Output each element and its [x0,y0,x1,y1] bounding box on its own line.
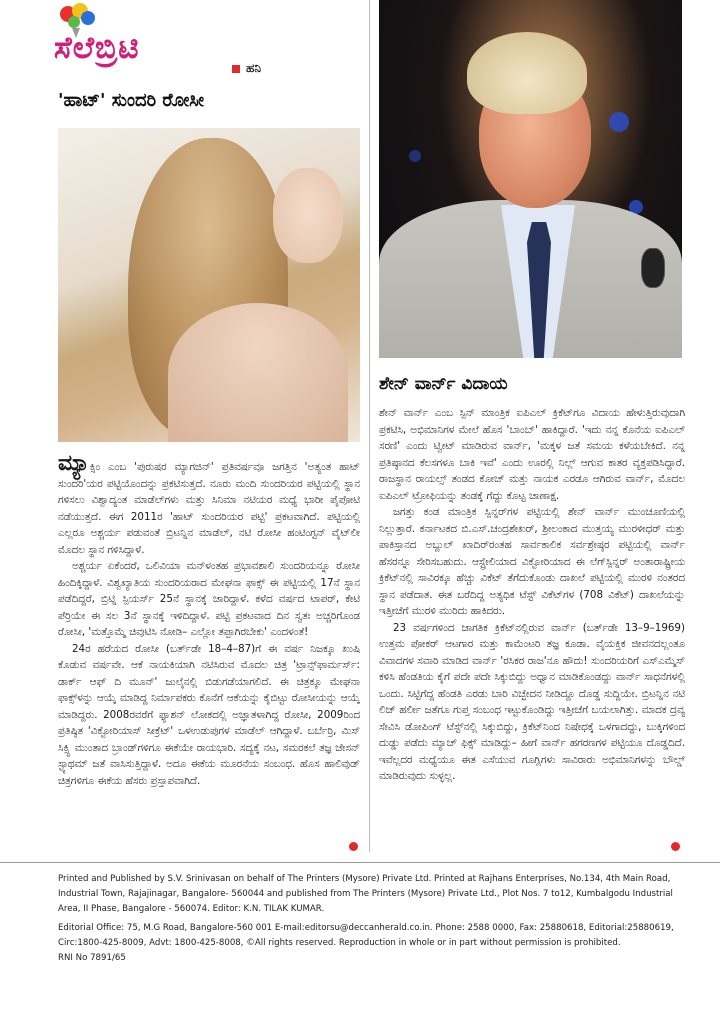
microphone-icon [641,248,665,288]
hair-shape [467,32,587,114]
imprint-footer [58,872,698,966]
magazine-logo: ಸೆಲೆಬ್ರಿಟಿ [54,30,140,66]
shoulder-shape [168,303,348,442]
left-paragraph-2: ಅಶ್ಚರ್ಯ ಏಕೆಂದರೆ, ಒಲಿವಿಯಾ ಮನ್‌ಳಂತಹ ಪ್ರಭಾವಶಾಲಿ ಸುಂದರಿಯನ್ನೂ ರೋಸೀ ಹಿಂದಿಕ್ಕಿದ್ದಾಳೆ. ವಿಶ್ವಖ್ಯಾತಿಯ ಸುಂದರಿಯರಾದ ಮೇಘನಾ ಫಾಕ್ಸ್ ಈ ಪಟ್ಟಿಯಲ್ಲಿ 17ನೆ ಸ್ಥಾನ ಪಡೆದಿದ್ದರೆ, ಬ್ರಿಟ್ನಿ ಸ್ಪಿಯರ್ಸ್ 25ನೆ ಸ್ಥಾನಕ್ಕೆ ಜಾರಿದ್ದಾಳೆ. ಕಳೆದ ವರ್ಷದ ಟಾಪರ್, ಕೇಟಿ ಪೆರ್ರಿಯೇ ಈ ಸಲ 3ನೆ ಸ್ಥಾನಕ್ಕೆ ಇಳಿದಿದ್ದಾಳೆ. ಪಟ್ಟಿ ಪ್ರಕಟವಾದ ದಿನ ಸ್ವತಃ ಅಚ್ಚರಿಗೊಂಡ ರೋಸೀ, 'ಮತ್ತೊಮ್ಮೆ ಚಿವುಟಿಸಿ ನೋಡಿ– ಎಲ್ಲೋ ತಪ್ಪಾಗಿರಬೇಕು' ಎಂದಳಂತೆ! [58,560,360,638]
left-headline: 'ಹಾಟ್' ಸುಂದರಿ ರೋಸೀ [58,90,205,111]
right-paragraph-1: ಶೇನ್ ವಾರ್ನ್ ಎಂಬ ಸ್ಪಿನ್ ಮಾಂತ್ರಿಕ ಐಪಿಎಲ್ ಕ್ರಿಕೆಟ್‌ಗೂ ವಿದಾಯ ಹೇಳುತ್ತಿರುವುದಾಗಿ ಪ್ರಕಟಿಸಿ, ಅಭಿಮಾನಿಗಳ ಮೇಲೆ ಹೊಸ 'ಬಾಂಬ್' ಹಾಕಿದ್ದಾರೆ. 'ಇದು ನನ್ನ ಕೊನೆಯ ಐಪಿಎಲ್ ಸರಣಿ' ಎಂದು ಟ್ವೀಟ್ ಮಾಡಿರುವ ವಾರ್ನ್, 'ಮಕ್ಕಳ ಜತೆ ಸಮಯ ಕಳೆಯಬೇಕಿದೆ. ನನ್ನ ಪ್ರತಿಷ್ಠಾನದ ಕೆಲಸಗಳೂ ಬಾಕಿ ಇವೆ' ಎಂದು ಊರಲ್ಲಿ ನಿಲ್ಲ್ ಆಗುವ ಕಾತರ ವ್ಯಕ್ತಪಡಿಸಿದ್ದಾರೆ. ರಾಜಸ್ಥಾನ ರಾಯಲ್ಸ್ ತಂಡದ ಕೋಚ್ ಮತ್ತು ನಾಯಕ ಎರಡೂ ಆಗಿರುವ ವಾರ್ನ್, ಮೊದಲ ಐಪಿಎಲ್ ಟ್ರೋಫಿಯನ್ನು ತಂಡಕ್ಕೆ ಗೆದ್ದು ಕೊಟ್ಟ ಚಾಣಾಕ್ಷ. [379,407,685,502]
footer-rule [0,862,720,863]
bokeh-light [409,150,421,162]
end-mark-icon [349,842,358,851]
portrait-photo-shane-warne [379,0,682,358]
left-paragraph-1: ಮ್ಯಾಕ್ಸಿಂ ಎಂಬ 'ಪುರುಷರ ಮ್ಯಾಗಜಿನ್' ಪ್ರತಿವರ್ಷವೂ ಜಗತ್ತಿನ 'ಅತ್ಯಂತ ಹಾಟ್ ಸುಂದರಿ'ಯರ ಪಟ್ಟಿಯೊಂದನ್ನು ಪ್ರಕಟಿಸುತ್ತದೆ. ನೂರು ಮಂದಿ ಸುಂದರಿಯರ ಪಟ್ಟಿಯಲ್ಲಿ ಸ್ಥಾನ ಗಳಿಸಲು ವಿಶ್ವಾದ್ಯಂತ ಮಾಡೆಲ್‌ಗಳು ಮತ್ತು ಸಿನಿಮಾ ನಟಿಯರ ಮಧ್ಯೆ ಭಾರೀ ಪೈಪೋಟಿ ನಡೆಯುತ್ತದೆ. ಈಗ 2011ರ 'ಹಾಟ್ ಸುಂದರಿಯರ ಪಟ್ಟಿ' ಪ್ರಕಟವಾಗಿದೆ. ಪಟ್ಟಿಯಲ್ಲಿ ಎಲ್ಲರೂ ಅಶ್ಚರ್ಯ ಪಡುವಂತೆ ಬ್ರಿಟನ್ನಿನ ಮಾಡೆಲ್, ನಟಿ ರೋಸೀ ಹಂಟಿಂಗ್ಟನ್ ವೈಟ್‌ಲೀ ಮೊದಲ ಸ್ಥಾನ ಗಳಿಸಿದ್ದಾಳೆ. [58,451,360,556]
portrait-photo-rosie [58,128,360,442]
imprint-line-2: Editorial Office: 75, M.G Road, Bangalore-560 001 E-mail:editorsu@deccanherald.co.in. Phone: 2588 0000, Fax: 25880618, Editorial:25880619, Circ:1800-425-8009, Advt: 1800-425-8008, ©All rights reserved. Reproduction in whole or in part without permission is prohibited. [58,923,674,948]
right-article-body [379,405,685,785]
section-label: ಹನಿ [246,61,261,75]
imprint-line-1: Printed and Published by S.V. Srinivasan on behalf of The Printers (Mysore) Private Ltd. Printed at Rajhans Enterprises, No.134, 4th Main Road, Industrial Town, Rajajinagar, Bangalore- 560044 and published from The Printers (Mysore) Private Ltd., Plot Nos. 7 to12, Kumbalgodu Industrial Area, II Phase, Bangalore - 560074. Editor: K.N. TILAK KUMAR. [58,874,673,914]
left-paragraph-3: 24ರ ಹರೆಯದ ರೋಸೀ (ಬರ್ತ್‌ಡೇ 18–4–87)ಗೆ ಈ ವರ್ಷ ನಿಜಕ್ಕೂ ಖುಷಿ ಕೊಡುವ ವರ್ಷವೇ. ಆಕೆ ನಾಯಕಿಯಾಗಿ ನಟಿಸಿರುವ ಮೊದಲ ಚಿತ್ರ 'ಟ್ರಾನ್ಸ್‌ಫಾರ್ಮರ್ಸ್: ಡಾರ್ಕ್ ಆಫ್ ದಿ ಮೂನ್' ಜುಲೈನಲ್ಲಿ ಬಿಡುಗಡೆಯಾಗಲಿದೆ. ಈ ಚಿತ್ರಕ್ಕೂ ಮೇಘನಾ ಫಾಕ್ಸ್‌ಳನ್ನು ಆಯ್ಕೆ ಮಾಡಿದ್ದ ನಿರ್ಮಾಪಕರು ಕೊನೆಗೆ ಆಕೆಯನ್ನು ಕೈಬಿಟ್ಟು ರೋಸೀಯನ್ನು ಆಯ್ಕೆ ಮಾಡಿದ್ದರು. 2008ರವರೆಗೆ ಫ್ಯಾಶನ್ ಲೋಕದಲ್ಲಿ ಅಜ್ಞಾತಳಾಗಿದ್ದ ರೋಸೀ, 2009ರಿಂದ ಪ್ರತಿಷ್ಠಿತ 'ವಿಕ್ಟೋರಿಯಾಸ್ ಸೀಕ್ರೆಟ್' ಒಳಉಡುಪುಗಳ ಮಾಡೆಲ್ ಆಗಿದ್ದಾಳೆ. ಬರ್ಬೆರ್ರಿ, ಮಿಸ್ ಸಿಕ್ಸ್ಟಿ ಮುಂತಾದ ಬ್ರಾಂಡ್‌ಗಳಿಗೂ ಈಕೆಯೇ ರಾಯಭಾರಿ. ಸದ್ಯಕ್ಕೆ ನಟ, ಸಮರಕಲೆ ತಜ್ಞ ಜೇಸನ್ ಸ್ಟ್ಯಾಥಮ್ ಜತೆ ವಾಸಿಸುತ್ತಿದ್ದಾಳೆ. ಅದೂ ಈಕೆಯ ಮೂರನೆಯ ಸಂಬಂಧ. ಹೊಸ ಹಾಲಿವುಡ್ ಚಿತ್ರಗಳಿಗೂ ಈಕೆಯ ಹೆಸರು ಪ್ರಸ್ತಾಪವಾಗಿದೆ. [58,642,360,787]
bokeh-light [609,112,629,132]
dropcap: ಮ್ಯಾ [58,451,90,476]
left-article-body [58,451,360,789]
right-paragraph-3: 23 ವರ್ಷಗಳಿಂದ ಜಾಗತಿಕ ಕ್ರಿಕೆಟ್‌ನಲ್ಲಿರುವ ವಾರ್ನ್ (ಬರ್ತ್‌ಡೇ 13–9–1969) ಉತ್ತಮ ಪೋಕರ್ ಆಟಗಾರ ಮತ್ತು ಕಾಮೆಂಟರಿ ತಜ್ಞ ಕೂಡಾ. ವೈಯಕ್ತಿಕ ಜೀವನದಲ್ಲಂತೂ ವಿವಾದಗಳ ಸವಾರಿ ಮಾಡಿದ ವಾರ್ನ್ 'ರಸಿಕರ ರಾಜ'ನೂ ಹೌದು! ಸುಂದರಿಯರಿಗೆ ಎಸ್‌ಎಮ್ಮೆಸ್ ಕಳಿಸಿ ಹೆಂಡತಿಯ ಕೈಗೆ ಪದೇ ಪದೇ ಸಿಕ್ಕುಬಿದ್ದು ಅಧ್ವಾನ ಮಾಡಿಕೊಂಡದ್ದು ವಾರ್ನ್ ಸಾಧನೆಗಳಲ್ಲಿ ಒಂದು. ಸಿಟ್ಟಿಗೆದ್ದ ಹೆಂಡತಿ ಎರಡು ಬಾರಿ ವಿಚ್ಛೇದನ ನೀಡಿದ್ದೂ ದೊಡ್ಡ ಸುದ್ದಿಯೇ. ಬ್ರಿಟನ್ನಿನ ನಟಿ ಲಿಜ್ ಹರ್ಲೀ ಜತೆಗೂ ಗುಪ್ತ ಸಂಬಂಧ ಇಟ್ಟುಕೊಂಡಿದ್ದು ಇತ್ತೀಚೆಗೆ ಬಯಲಾಗಿತ್ತು. ಮಾದಕ ದ್ರವ್ಯ ಸೇವಿಸಿ ಡೋಪಿಂಗ್ ಟೆಸ್ಟ್‌ನಲ್ಲಿ ಸಿಕ್ಕುಬಿದ್ದು, ಕ್ರಿಕೆಟ್‌ನಿಂದ ನಿಷೇಧಕ್ಕೆ ಒಳಗಾದದ್ದು, ಬುಕ್ಕಿಗಳಿಂದ ದುಡ್ಡು ಪಡೆದು ಮ್ಯಾಚ್ ಫಿಕ್ಸ್ ಮಾಡಿದ್ದು– ಹೀಗೆ ವಾರ್ನ್ ಹಗರಣಗಳ ಪಟ್ಟಿಯೂ ದೊಡ್ಡದಿದೆ. ಇವೆಲ್ಲದರ ಮಧ್ಯೆಯೂ ಈತ ಎಸೆಯುವ ಗೂಗ್ಲಿಗಳು ಸಾವಿರಾರು ಅಭಿಮಾನಿಗಳನ್ನು ಬೌಲ್ಡ್ ಮಾಡಿರುವುದು ಸುಳ್ಳಲ್ಲ. [379,621,685,782]
face-shape [273,168,343,263]
red-square-icon [232,65,240,73]
right-headline: ಶೇನ್ ವಾರ್ನ್ ವಿದಾಯ [379,374,508,394]
imprint-line-3: RNI No 7891/65 [58,953,126,963]
right-paragraph-2: ಜಗತ್ತು ಕಂಡ ಮಾಂತ್ರಿಕ ಸ್ಪಿನ್ನರ್‌ಗಳ ಪಟ್ಟಿಯಲ್ಲಿ ಶೇನ್ ವಾರ್ನ್ ಮುಂಚೂಣಿಯಲ್ಲಿ ನಿಲ್ಲುತ್ತಾರೆ. ಕರ್ನಾಟಕದ ಬಿ.ಎಸ್.ಚಂದ್ರಶೇಖರ್, ಶ್ರೀಲಂಕಾದ ಮುತ್ತಯ್ಯ ಮುರಳೀಧರ್ ಮತ್ತು ಪಾಕಿಸ್ತಾನದ ಅಬ್ದುಲ್ ಖಾದಿರ್‌ರಂತಹ ಸಾರ್ವಕಾಲಿಕ ಸರ್ವಶ್ರೇಷ್ಠರ ಪಟ್ಟಿಯಲ್ಲಿ ವಾರ್ನ್ ಹೆಸರನ್ನೂ ಸೇರಿಸಬಹುದು. ಆಸ್ಟ್ರೇಲಿಯಾದ ವಿಕ್ಟೋರಿಯಾದ ಈ ಲೆಗ್‌ಸ್ಪಿನ್ನರ್ ಅಂತಾರಾಷ್ಟ್ರೀಯ ಕ್ರಿಕೆಟ್‌ನಲ್ಲಿ ಸಾವಿರಕ್ಕೂ ಹೆಚ್ಚು ವಿಕೆಟ್ ತೆಗೆದುಕೊಂಡು ದಾಖಲೆ ಪಟ್ಟಿಯಲ್ಲಿ ಮುರಳಿ ನಂತರದ ಸ್ಥಾನ ಪಡೆದಾತ. ಈತ ಬರೆದಿದ್ದ ಅತ್ಯಧಿಕ ಟೆಸ್ಟ್ ವಿಕೆಟ್‌ಗಳ (708 ವಿಕೆಟ್) ದಾಖಲೆಯನ್ನು ಇತ್ತೀಚೆಗೆ ಮುರಳಿ ಮುರಿದು ಹಾಕಿದರು. [379,506,685,617]
section-tag [232,61,261,76]
end-mark-icon [671,842,680,851]
column-divider [369,0,370,852]
